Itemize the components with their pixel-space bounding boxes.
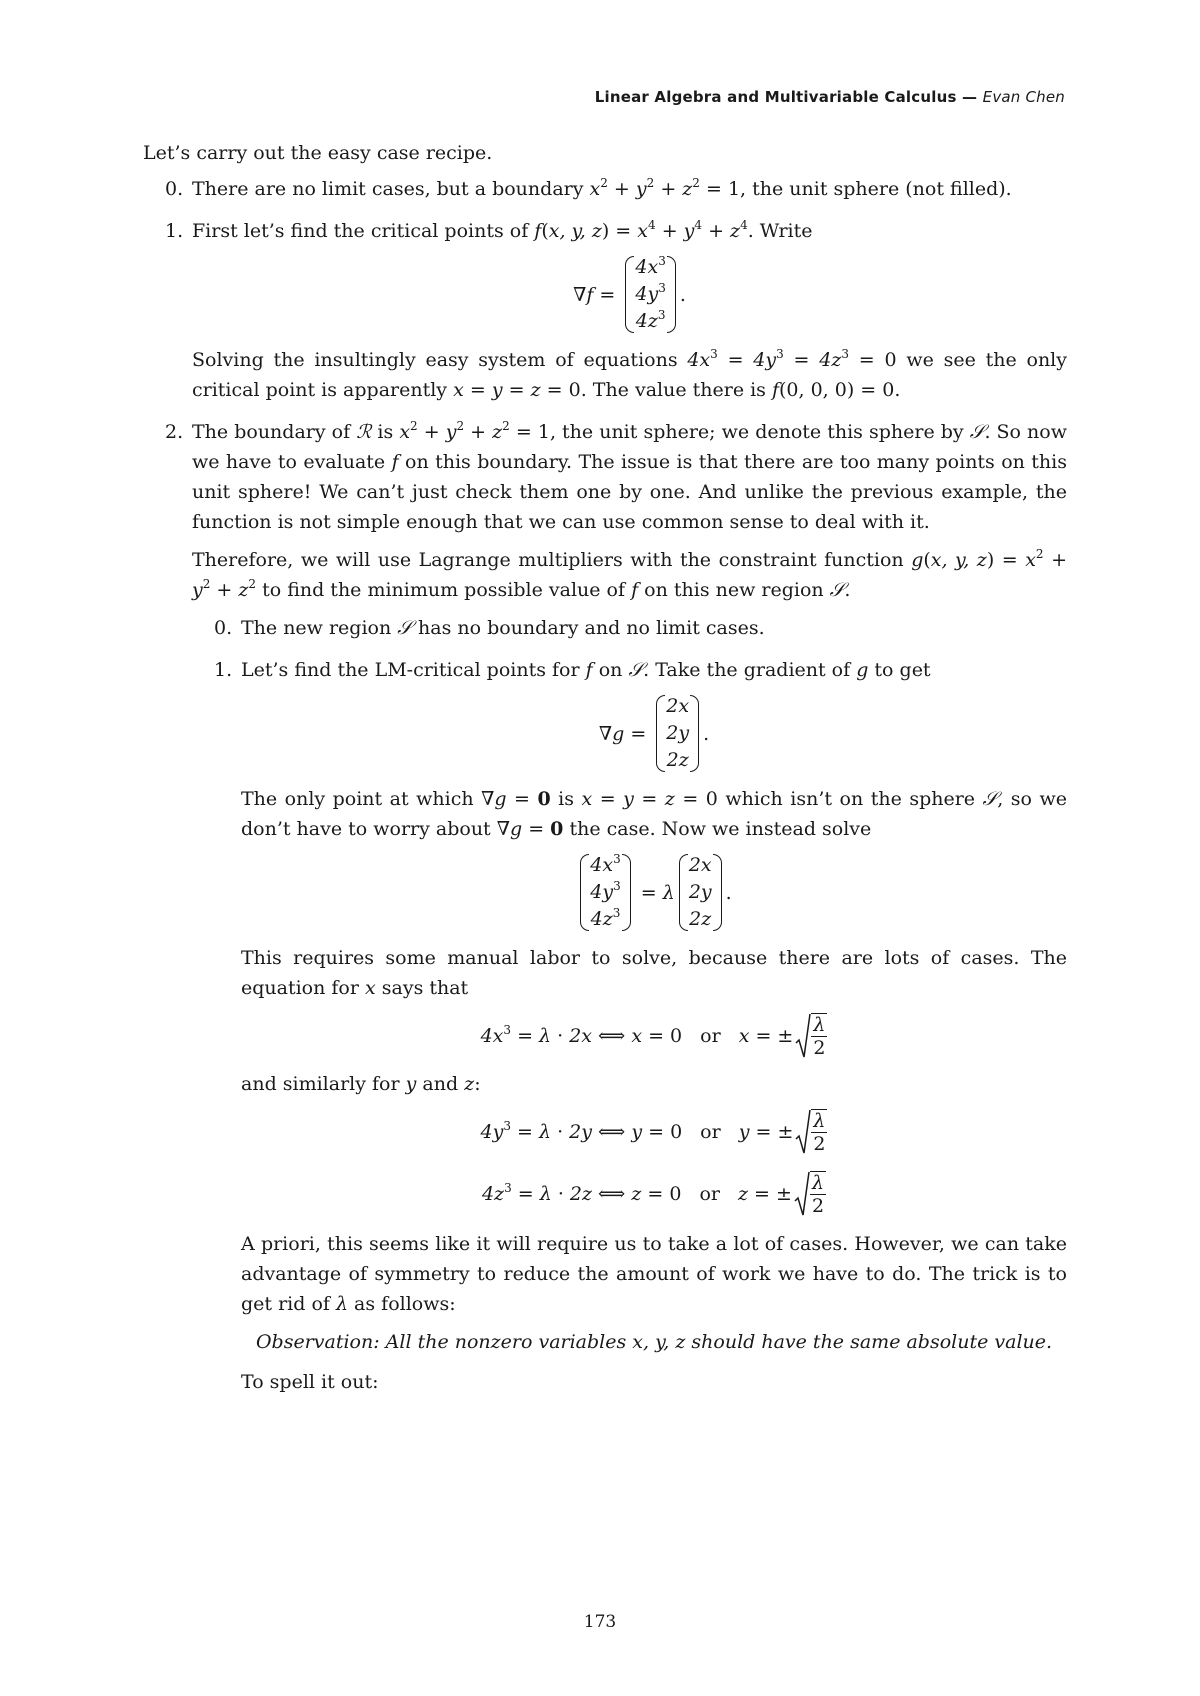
boundary-paragraph: The boundary of ℛ is $x^2 + y^2 + z^2 = 1$, the unit sphere; we denote this sphere by 𝒮. So now we have to evaluate f on this boundary. The issue is that there are too many points on this unit sphere! We can’t just check them one by one. And unlike the previous example, the function is not simple enough that we can use common sense to deal with it. [192, 419, 1067, 533]
step-number: 1. [165, 220, 184, 242]
grad-f-equation: ∇f = $4x^3$ $4y^3$ $4z^3$ . [192, 254, 1067, 335]
sub-step-0-text: The new region 𝒮 has no boundary and no limit cases. [241, 617, 765, 639]
page-body [143, 138, 1067, 1409]
sub-step-1 [192, 655, 1067, 1397]
sub-step-0 [192, 613, 1067, 643]
recipe-step-0 [143, 174, 1067, 204]
grad-f-vector: $4x^3$ $4y^3$ $4z^3$ [580, 852, 630, 933]
similarly-paragraph: and similarly for y and z: [241, 1073, 481, 1095]
grad-g-zero-paragraph: The only point at which ∇g = 0 is x = y = z = 0 which isn’t on the sphere 𝒮, so we don’t have to worry about ∇g = 0 the case. Now we instead solve [241, 788, 1067, 840]
critical-point-paragraph: Solving the insultingly easy system of equations $4x^3 = 4y^3 = 4z^3 = 0$ we see the only critical point is apparently x = y = z = 0. The value there is f(0, 0, 0) = 0. [192, 347, 1067, 401]
header-separator: — [956, 88, 983, 106]
lagrange-paragraph: Therefore, we will use Lagrange multipliers with the constraint function g(x, y, $z) = x^2 + y^2 + z^2$ to find the minimum possible value of f on this new region 𝒮. [192, 547, 1067, 601]
recipe-step-2 [143, 417, 1067, 1397]
x-case-equation: $4x^3 = \lambda \cdot 2x$ ⟺ x = 0 or x = ± $\frac{\lambda}{2}$ [480, 1014, 826, 1059]
recipe-step-1 [143, 216, 1067, 405]
step-number: 2. [165, 421, 184, 443]
sub-step-number: 1. [214, 659, 233, 681]
header-author: Evan Chen [982, 88, 1065, 106]
step-number: 0. [165, 178, 184, 200]
grad-g-vector: 2x 2y 2z [656, 693, 699, 774]
observation-statement: Observation: All the nonzero variables x, y, z should have the same absolute value. [255, 1331, 1053, 1353]
spell-it-out-line: To spell it out: [241, 1371, 379, 1393]
grad-g-vector: 2x 2y 2z [679, 852, 722, 933]
z-case-equation: $4z^3 = \lambda \cdot 2z$ ⟺ z = 0 or z = ± $\frac{\lambda}{2}$ [481, 1172, 825, 1217]
grad-f-vector: $4x^3$ $4y^3$ $4z^3$ [625, 254, 675, 335]
step-1-text: First let’s find the critical points of f(x, y, $z) = x^4 + y^4 + z^4$. Write [192, 218, 813, 242]
step-0-text: There are no limit cases, but a boundary $x^2 + y^2 + z^2 = 1$, the unit sphere (not filled). [192, 176, 1012, 200]
a-priori-paragraph: A priori, this seems like it will require us to take a lot of cases. However, we can take advantage of symmetry to reduce the amount of work we have to do. The trick is to get rid of λ as follows: [241, 1233, 1067, 1315]
header-title: Linear Algebra and Multivariable Calculus [594, 88, 957, 106]
sub-step-number: 0. [214, 617, 233, 639]
intro-paragraph: Let’s carry out the easy case recipe. [143, 142, 493, 164]
page-number: 173 [583, 1612, 617, 1632]
manual-labor-paragraph: This requires some manual labor to solve, because there are lots of cases. The equation for x says that [241, 947, 1067, 999]
sub-step-1-text: Let’s find the LM-critical points for f on 𝒮. Take the gradient of g to get [241, 659, 931, 681]
y-case-equation: $4y^3 = \lambda \cdot 2y$ ⟺ y = 0 or y = ± $\frac{\lambda}{2}$ [480, 1110, 826, 1155]
running-header [595, 82, 1065, 112]
grad-g-equation: ∇g = 2x 2y 2z . [241, 693, 1067, 774]
lagrange-system-equation: $4x^3$ $4y^3$ $4z^3$ = λ 2x 2y 2z . [241, 852, 1067, 933]
